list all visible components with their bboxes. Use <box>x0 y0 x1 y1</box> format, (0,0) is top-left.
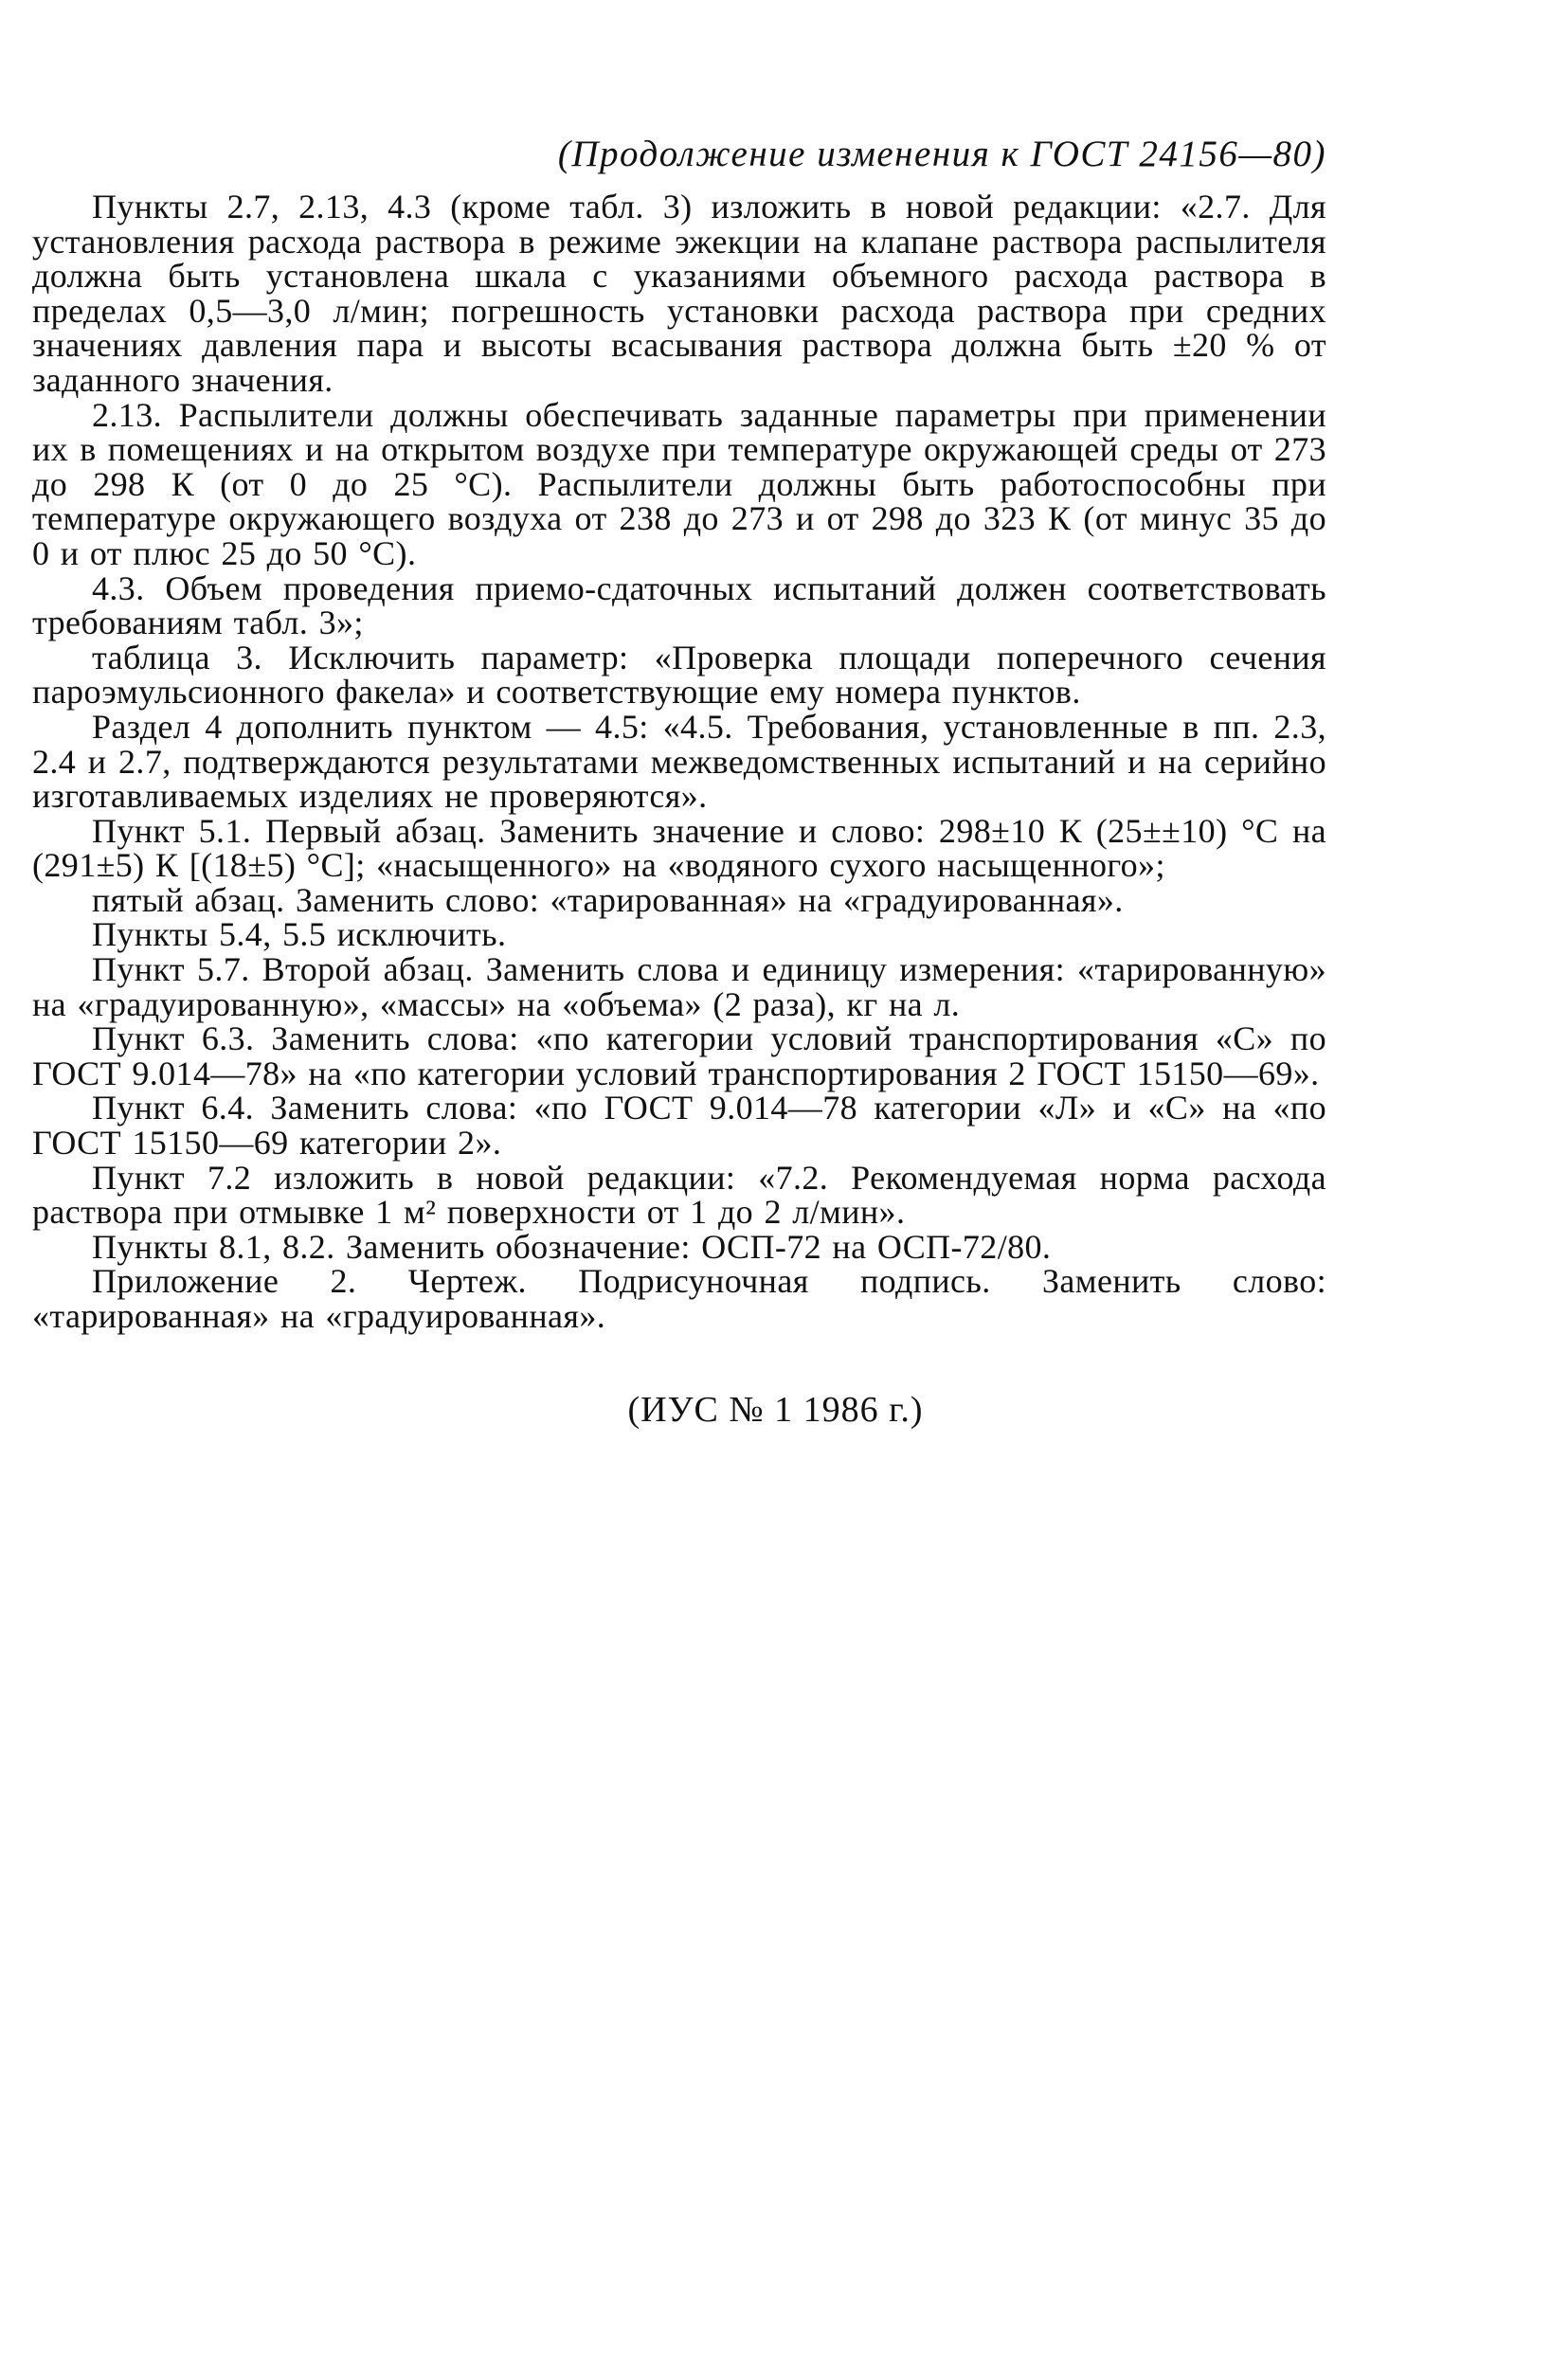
source-reference: (ИУС № 1 1986 г.) <box>627 1390 924 1430</box>
page-header: (Продолжение изменения к ГОСТ 24156—80) <box>557 134 1326 174</box>
paragraph-4: таблица 3. Исключить параметр: «Проверка площади поперечного сечения пароэмульсионного факела» и соответствующие ему номера пунктов. <box>32 638 1326 712</box>
paragraph-1: Пункты 2.7, 2.13, 4.3 (кроме табл. 3) изложить в новой редакции: «2.7. Для установления расхода раствора в режиме эжекции на клапане раствора распылителя должна быть установлена шкала с указаниями объемного расхода раствора в пределах 0,5—3,0 л/мин; погрешность установки расхода раствора при средних значениях давления пара и высоты всасывания раствора должна быть ±20 % от заданного значения. <box>32 188 1326 399</box>
paragraph-10: Пункт 6.3. Заменить слова: «по категории условий транспортирования «С» по ГОСТ 9.014—78» на «по категории условий транспортирования 2 ГОСТ 15150—69». <box>32 1019 1326 1092</box>
paragraph-5: Раздел 4 дополнить пунктом — 4.5: «4.5. Требования, установленные в пп. 2.3, 2.4 и 2.7, подтверждаются результатами межведомственных испытаний и на серийно изготавливаемых изделиях не проверяются». <box>32 707 1326 816</box>
paragraph-9: Пункт 5.7. Второй абзац. Заменить слова и единицу измерения: «тарированную» на «градуированную», «массы» на «объема» (2 раза), кг на л. <box>32 950 1326 1023</box>
paragraph-12: Пункт 7.2 изложить в новой редакции: «7.2. Рекомендуемая норма расхода раствора при отмывке 1 м² поверхности от 1 до 2 л/мин». <box>32 1158 1326 1232</box>
paragraph-6: Пункт 5.1. Первый абзац. Заменить значение и слово: 298±10 К (25±±10) °С на (291±5) К [(18±5) °С]; «насыщенного» на «водяного сухого насыщенного»; <box>32 811 1326 885</box>
paragraph-11: Пункт 6.4. Заменить слова: «по ГОСТ 9.014—78 категории «Л» и «С» на «по ГОСТ 15150—69 категории 2». <box>32 1089 1326 1163</box>
document-body <box>32 189 1326 1334</box>
paragraph-13: Пункты 8.1, 8.2. Заменить обозначение: ОСП-72 на ОСП-72/80. <box>92 1227 1052 1266</box>
paragraph-7: пятый абзац. Заменить слово: «тарированная» на «градуированная». <box>92 880 1124 919</box>
paragraph-2: 2.13. Распылители должны обеспечивать заданные параметры при применении их в помещениях и на открытом воздухе при температуре окружающей среды от 273 до 298 К (от 0 до 25 °С). Распылители должны быть работоспособны при температуре окружающего воздуха от 238 до 273 и от 298 до 323 К (от минус 35 до 0 и от плюс 25 до 50 °С). <box>32 395 1326 572</box>
paragraph-14: Приложение 2. Чертеж. Подрисуночная подпись. Заменить слово: «тарированная» на «градуированная». <box>32 1262 1326 1335</box>
paragraph-3: 4.3. Объем проведения приемо-сдаточных испытаний должен соответствовать требованиям табл. 3»; <box>32 568 1326 642</box>
paragraph-8: Пункты 5.4, 5.5 исключить. <box>92 915 507 954</box>
